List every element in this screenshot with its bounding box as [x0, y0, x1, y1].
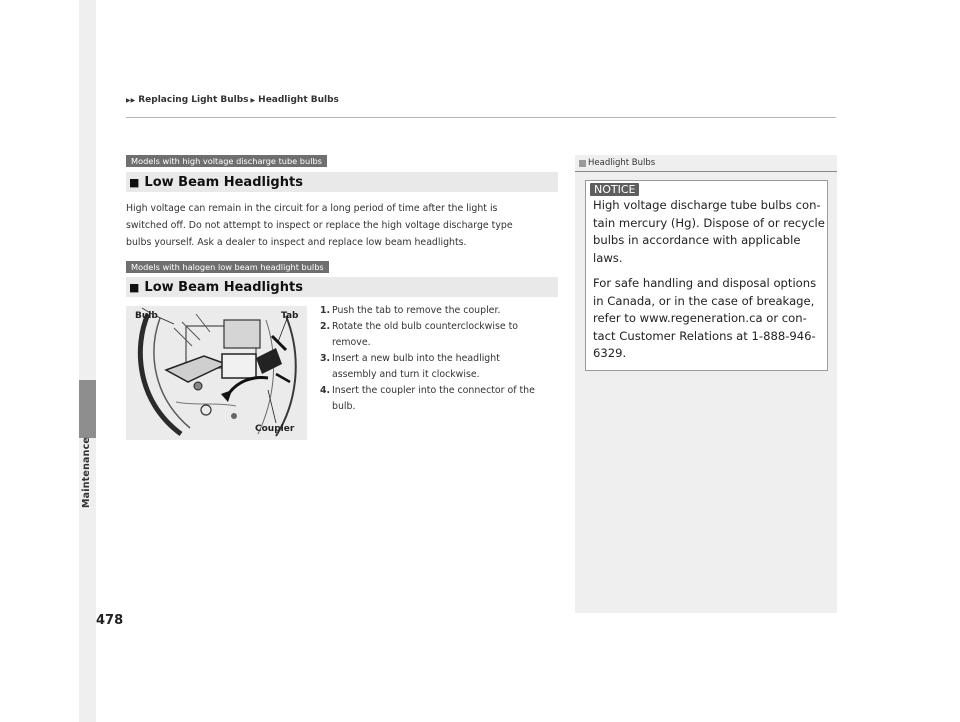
figure-label-coupler: Coupler [255, 424, 295, 434]
step-text: Push the tab to remove the coupler. [332, 305, 501, 316]
notice-line: 6329. [593, 346, 627, 360]
notice-line: refer to www.regeneration.ca or con- [593, 311, 807, 325]
step-text: Insert the coupler into the connector of the [332, 385, 535, 396]
section-heading-text: Low Beam Headlights [144, 174, 303, 190]
paragraph-line: bulbs yourself. Ask a dealer to inspect and replace low beam headlights. [126, 237, 467, 248]
notice-badge: NOTICE [590, 183, 639, 196]
breadcrumb-item-replacing-light-bulbs[interactable]: Replacing Light Bulbs [138, 95, 249, 105]
notice-line: tain mercury (Hg). Dispose of or recycle [593, 215, 825, 230]
step-number: 2. [320, 321, 331, 332]
step-text: bulb. [332, 401, 356, 412]
notice-line: tact Customer Relations at 1-888-946- [593, 328, 816, 343]
step-text: Rotate the old bulb counterclockwise to [332, 321, 518, 332]
gray-square-icon [579, 160, 586, 167]
notice-line: in Canada, or in the case of breakage, [593, 293, 815, 308]
header-divider [126, 117, 836, 118]
step-text: assembly and turn it clockwise. [332, 369, 480, 380]
breadcrumb-item-headlight-bulbs[interactable]: Headlight Bulbs [258, 95, 339, 105]
paragraph-line: switched off. Do not attempt to inspect or replace the high voltage discharge type [126, 220, 513, 231]
triangle-right-icon: ▶ [250, 96, 256, 104]
step-number: 1. [320, 305, 331, 316]
paragraph-line: High voltage can remain in the circuit for a long period of time after the light is [126, 203, 498, 214]
notice-line: bulbs in accordance with applicable [593, 233, 801, 247]
model-tag-discharge: Models with high voltage discharge tube bulbs [126, 155, 327, 167]
sidebar-strip [79, 0, 96, 722]
notice-line: laws. [593, 250, 623, 265]
sidebar-chapter-label: Maintenance [81, 436, 92, 508]
side-panel-title [579, 158, 655, 168]
notice-line: High voltage discharge tube bulbs con- [593, 198, 821, 212]
breadcrumb [126, 95, 339, 105]
black-square-icon: ■ [129, 280, 140, 294]
section-heading-discharge [126, 172, 558, 192]
replacement-steps [320, 303, 560, 415]
step-number: 3. [320, 353, 331, 364]
list-item [320, 303, 560, 319]
figure-label-tab: Tab [281, 311, 299, 321]
figure-label-bulb: Bulb [135, 311, 158, 321]
page-number: 478 [96, 613, 124, 628]
section-heading-halogen [126, 277, 558, 297]
step-text: Insert a new bulb into the headlight [332, 353, 500, 364]
discharge-warning-paragraph [126, 200, 558, 251]
step-text: remove. [332, 337, 371, 348]
headlight-drawing [126, 306, 307, 440]
side-panel-title-text: Headlight Bulbs [588, 158, 656, 168]
model-tag-halogen: Models with halogen low beam headlight bulbs [126, 261, 329, 273]
list-item [320, 383, 560, 415]
double-triangle-right-icon: ▶▶ [126, 96, 136, 104]
list-item [320, 319, 560, 351]
paragraph-spacer [593, 267, 825, 275]
black-square-icon: ■ [129, 175, 140, 189]
headlight-bulb-illustration [126, 306, 307, 440]
section-heading-text: Low Beam Headlights [144, 279, 303, 295]
sidebar-chapter-marker [79, 380, 96, 438]
list-item [320, 351, 560, 383]
side-panel-divider [575, 171, 837, 172]
notice-text [593, 197, 825, 363]
step-number: 4. [320, 385, 331, 396]
notice-line: For safe handling and disposal options [593, 276, 817, 290]
